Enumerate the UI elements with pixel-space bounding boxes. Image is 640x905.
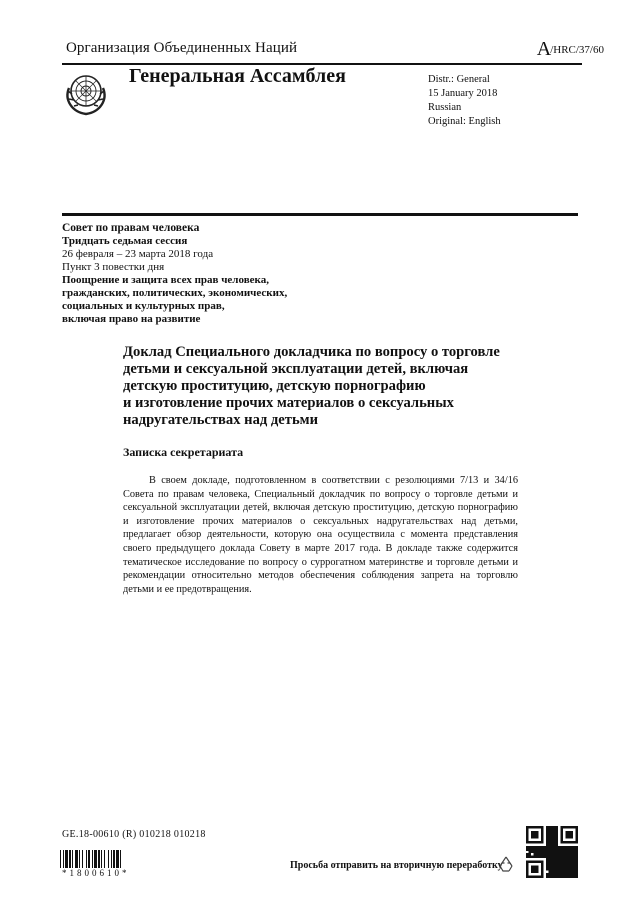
un-emblem-icon xyxy=(62,70,110,118)
symbol-letter: A xyxy=(536,38,551,60)
recycle-text: Просьба отправить на вторичную переработку xyxy=(290,860,503,871)
barcode-number: *1800610* xyxy=(62,868,130,878)
assembly-title: Генеральная Ассамблея xyxy=(129,65,346,87)
distribution-line: Distr.: General xyxy=(428,74,490,85)
agenda-title-line: Поощрение и защита всех прав человека, xyxy=(62,274,269,286)
distribution-block xyxy=(428,73,501,129)
recycle-icon xyxy=(497,855,515,873)
qr-code-icon xyxy=(526,826,578,878)
document-number: GE.18-00610 (R) 010218 010218 xyxy=(62,829,206,840)
organization-name: Организация Объединенных Наций xyxy=(66,40,298,56)
session-name: Тридцать седьмая сессия xyxy=(62,235,188,247)
report-title-line: детскую проституцию, детскую порнографию xyxy=(123,378,426,394)
agenda-title-line: гражданских, политических, экономических, xyxy=(62,287,288,299)
report-title xyxy=(123,344,543,429)
council-block xyxy=(62,222,287,326)
session-dates: 26 февраля – 23 марта 2018 года xyxy=(62,248,214,260)
report-title-line: Доклад Специального докладчика по вопросу о торговле xyxy=(123,344,500,360)
document-symbol xyxy=(537,38,604,61)
agenda-title-line: включая право на развитие xyxy=(62,313,201,325)
summary-paragraph: В своем докладе, подготовленном в соответствии с резолюциями 7/13 и 34/16 Совета по правам человека, Специальный докладчик по вопросу о торговле детьми и сексуальной эксплуатации детей, включая детскую проституцию, детскую порнографию и изготовление прочих материалов о сексуальных надругательствах над детьми, предлагает обзор деятельности, которую она осуществила с момента представления своего предыдущего доклада Совету в марте 2017 года. В докладе также содержится тематическое исследование по вопросу о суррогатном материнстве и торговле детьми и рекомендации относительно методов обеспечения соблюдения запрета на торговлю детьми и ее предотвращения. xyxy=(123,475,518,595)
barcode-image xyxy=(60,850,158,868)
distribution-line: Original: English xyxy=(428,116,501,127)
council-name: Совет по правам человека xyxy=(62,222,200,234)
agenda-title-line: социальных и культурных прав, xyxy=(62,300,225,312)
report-title-line: детьми и сексуальной эксплуатации детей, включая xyxy=(123,361,469,377)
symbol-code: /HRC/37/60 xyxy=(550,44,604,56)
report-title-line: надругательствах над детьми xyxy=(123,412,319,428)
agenda-item: Пункт 3 повестки дня xyxy=(62,261,165,273)
distribution-line: 15 January 2018 xyxy=(428,88,498,99)
report-title-line: и изготовление прочих материалов о сексуальных xyxy=(123,395,454,411)
note-title: Записка секретариата xyxy=(123,445,244,459)
distribution-line: Russian xyxy=(428,102,462,113)
section-rule xyxy=(62,213,578,216)
